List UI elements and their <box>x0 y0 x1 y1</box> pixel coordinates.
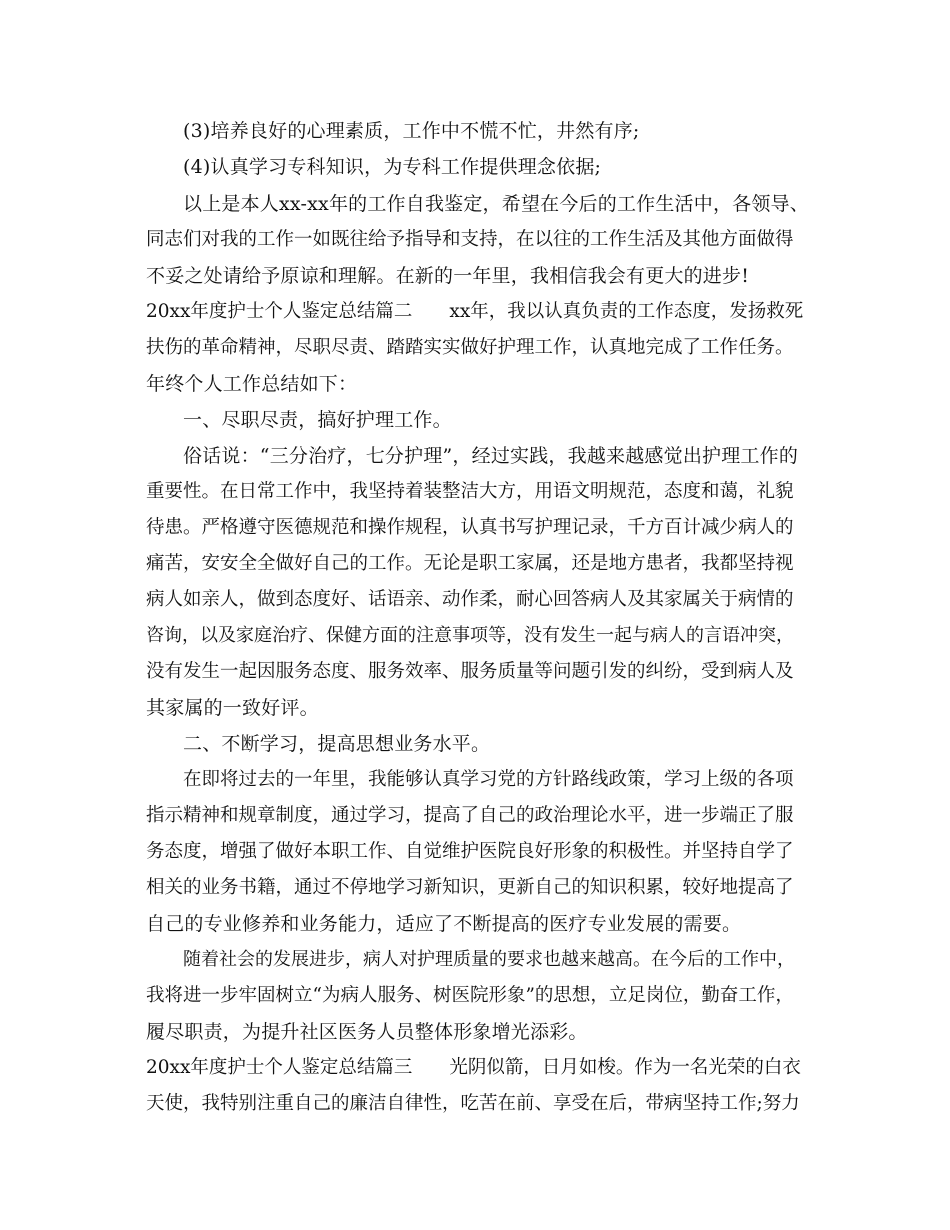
text-line: 年终个人工作总结如下： <box>146 373 358 395</box>
section-heading-line: 20xx年度护士个人鉴定总结篇三 光阴似箭，日月如梭。作为一名光荣的白衣 <box>146 1057 801 1078</box>
text-line: 重要性。在日常工作中，我坚持着装整洁大方，用语文明规范，态度和蔼，礼貌 <box>146 481 794 502</box>
text-line: 务态度，增强了做好本职工作、自觉维护医院良好形象的积极性。并坚持自学了 <box>146 841 794 862</box>
subheading-line: 二、不断学习，提高思想业务水平。 <box>183 733 491 755</box>
text-line: 随着社会的发展进步，病人对护理质量的要求也越来越高。在今后的工作中， <box>183 949 795 970</box>
text-line: 指示精神和规章制度，通过学习，提高了自己的政治理论水平，进一步端正了服 <box>146 805 794 826</box>
text-line: 同志们对我的工作一如既往给予指导和支持，在以往的工作生活及其他方面做得 <box>146 229 794 250</box>
text-line: 履尽职责，为提升社区医务人员整体形象增光添彩。 <box>146 1021 588 1043</box>
section-heading-line: 20xx年度护士个人鉴定总结篇二 xx年，我以认真负责的工作态度，发扬救死 <box>146 301 804 322</box>
text-line: 病人如亲人，做到态度好、话语亲、动作柔，耐心回答病人及其家属关于病情的 <box>146 589 794 610</box>
text-line: 痛苦，安安全全做好自己的工作。无论是职工家属，还是地方患者，我都坚持视 <box>146 553 794 574</box>
text-line: 不妥之处请给予原谅和理解。在新的一年里，我相信我会有更大的进步! <box>146 265 750 287</box>
text-line: 其家属的一致好评。 <box>146 697 319 719</box>
text-line: (4)认真学习专科知识，为专科工作提供理念依据; <box>183 156 602 178</box>
text-line: 天使，我特别注重自己的廉洁自律性，吃苦在前、享受在后，带病坚持工作;努力 <box>146 1093 800 1114</box>
text-line: 自己的专业修养和业务能力，适应了不断提高的医疗专业发展的需要。 <box>146 913 742 935</box>
text-line: 我将进一步牢固树立“为病人服务、树医院形象”的思想，立足岗位，勤奋工作， <box>146 985 794 1006</box>
text-line: 相关的业务书籍，通过不停地学习新知识，更新自己的知识积累，较好地提高了 <box>146 877 794 898</box>
text-line: (3)培养良好的心理素质，工作中不慌不忙，井然有序; <box>183 120 640 142</box>
text-line: 以上是本人xx-xx年的工作自我鉴定，希望在今后的工作生活中，各领导、 <box>183 193 809 215</box>
text-line: 扶伤的革命精神，尽职尽责、踏踏实实做好护理工作，认真地完成了工作任务。 <box>146 337 794 358</box>
text-line: 在即将过去的一年里，我能够认真学习党的方针路线政策，学习上级的各项 <box>183 769 794 790</box>
subheading-line: 一、尽职尽责，搞好护理工作。 <box>183 409 452 431</box>
text-line: 待患。严格遵守医德规范和操作规程，认真书写护理记录，千方百计减少病人的 <box>146 517 794 538</box>
text-line: 咨询，以及家庭治疗、保健方面的注意事项等，没有发生一起与病人的言语冲突， <box>146 625 794 646</box>
text-line: 没有发生一起因服务态度、服务效率、服务质量等问题引发的纠纷，受到病人及 <box>146 661 794 682</box>
text-line: 俗话说：“三分治疗，七分护理”，经过实践，我越来越感觉出护理工作的 <box>183 445 799 467</box>
